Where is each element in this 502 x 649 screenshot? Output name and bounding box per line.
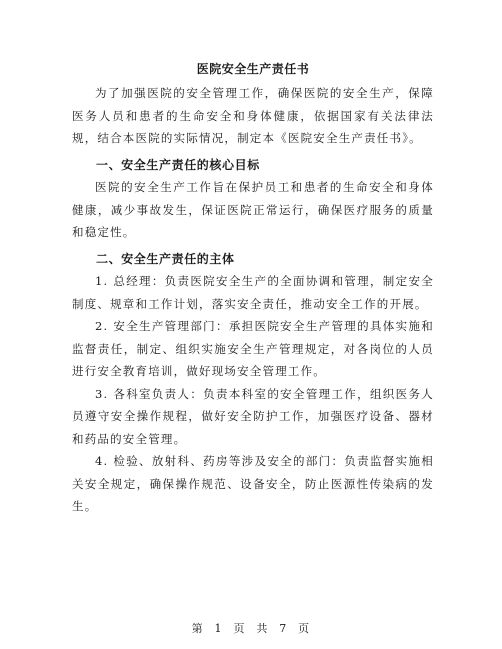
page-number-footer: 第 1 页 共 7 页 xyxy=(191,622,311,635)
section-1-heading: 一、安全生产责任的核心目标 xyxy=(96,157,260,172)
section-1-paragraph: 医院的安全生产工作旨在保护员工和患者的生命安全和身体健康，减少事故发生，保证医院正常运行，确保医疗服务的质量和稳定性。 xyxy=(72,180,434,239)
section-2-heading: 二、安全生产责任的主体 xyxy=(96,251,235,266)
section-2-item-3: 3. 各科室负责人：负责本科室的安全管理工作，组织医务人员遵守安全操作规程，做好安全防护工作，加强医疗设备、器材和药品的安全管理。 xyxy=(72,386,434,446)
document-body xyxy=(72,60,434,518)
document-title: 医院安全生产责任书 xyxy=(196,62,310,76)
section-2-item-4: 4. 检验、放射科、药房等涉及安全的部门：负责监督实施相关安全规定，确保操作规范、设备安全，防止医源性传染病的发生。 xyxy=(72,454,434,513)
section-2-item-2: 2. 安全生产管理部门：承担医院安全生产管理的具体实施和监督责任，制定、组织实施安全生产管理规定，对各岗位的人员进行安全教育培训，做好现场安全管理工作。 xyxy=(72,319,434,378)
intro-paragraph: 为了加强医院的安全管理工作，确保医院的安全生产，保障医务人员和患者的生命安全和身体健康，依据国家有关法律法规，结合本医院的实际情况，制定本《医院安全生产责任书》。 xyxy=(72,86,434,145)
section-2-item-1: 1. 总经理：负责医院安全生产的全面协调和管理，制定安全制度、规章和工作计划，落实安全责任，推动安全工作的开展。 xyxy=(72,274,434,311)
